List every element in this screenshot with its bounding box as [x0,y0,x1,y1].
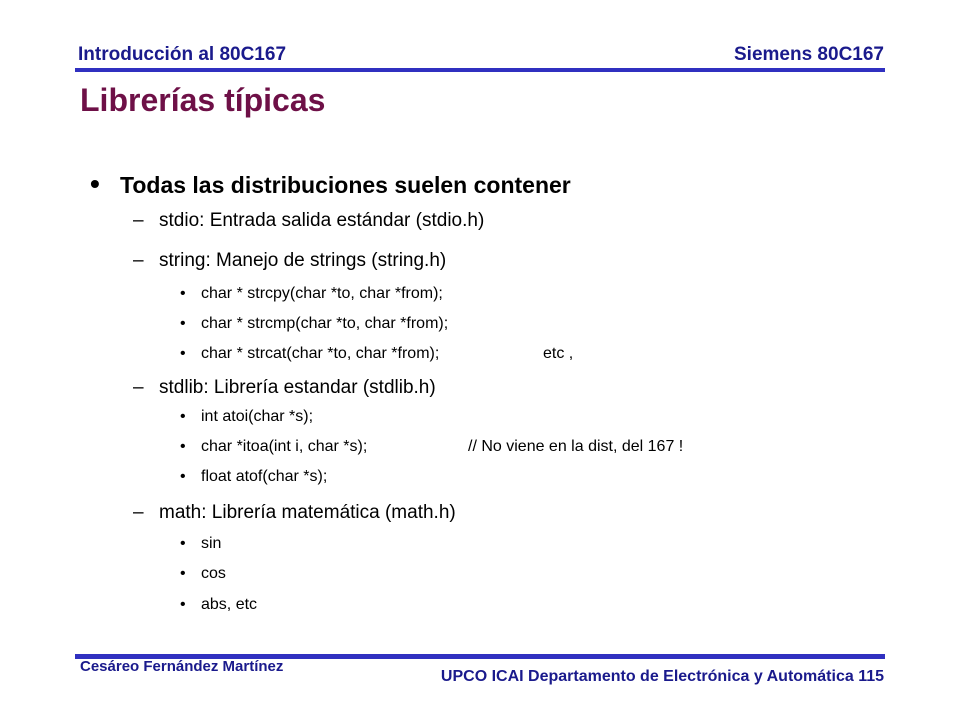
detail-text: cos [201,565,226,582]
bullet-main-text: Todas las distribuciones suelen contener [120,172,571,198]
small-bullet-icon: • [180,535,186,552]
small-bullet-icon: • [180,285,186,302]
detail-text: char *itoa(int i, char *s); [201,438,368,455]
bullet-dot-icon: • [90,168,100,199]
detail-text: char * strcpy(char *to, char *from); [201,285,443,302]
subitem-text: math: Librería matemática (math.h) [159,502,456,523]
subitem-text: string: Manejo de strings (string.h) [159,250,447,271]
detail-text: char * strcmp(char *to, char *from); [201,315,449,332]
dash-icon: – [133,377,144,398]
subitem-text: stdlib: Librería estandar (stdlib.h) [159,377,436,398]
small-bullet-icon: • [180,468,186,485]
detail-text: int atoi(char *s); [201,408,314,425]
header-right-title: Siemens 80C167 [734,44,884,65]
header-left-title: Introducción al 80C167 [78,44,287,65]
dash-icon: – [133,250,144,271]
small-bullet-icon: • [180,315,186,332]
dash-icon: – [133,502,144,523]
detail-text: char * strcat(char *to, char *from); [201,345,440,362]
detail-text: abs, etc [201,596,258,613]
dash-icon: – [133,210,144,231]
detail-extra-note: etc , [543,345,574,362]
detail-extra-note: // No viene en la dist, del 167 ! [468,438,684,455]
detail-text: sin [201,535,222,552]
slide-title: Librerías típicas [80,82,326,118]
small-bullet-icon: • [180,596,186,613]
subitem-text: stdio: Entrada salida estándar (stdio.h) [159,210,485,231]
small-bullet-icon: • [180,408,186,425]
footer-institution-page: UPCO ICAI Departamento de Electrónica y Automática 115 [440,668,884,685]
footer-author: Cesáreo Fernández Martínez [80,658,284,675]
detail-text: float atof(char *s); [201,468,328,485]
small-bullet-icon: • [180,345,186,362]
small-bullet-icon: • [180,565,186,582]
small-bullet-icon: • [180,438,186,455]
